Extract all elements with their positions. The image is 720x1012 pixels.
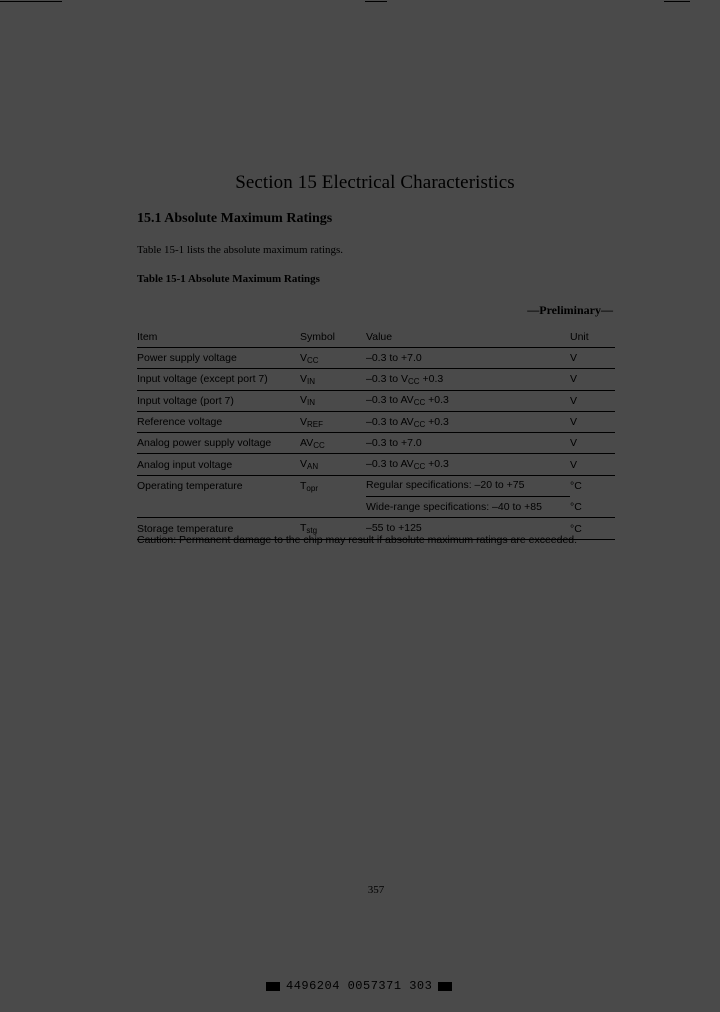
preliminary-label: —Preliminary— [527,303,613,317]
table-row [137,348,615,369]
cell-item: Operating temperature [137,480,243,493]
value-text: –55 to +125 [366,522,422,535]
cell-symbol [300,348,366,369]
value-text: Wide-range specifications: –40 to +85 [366,500,542,513]
cell-value [366,390,570,411]
symbol-main: V [300,458,308,471]
symbol-subscript: REF [307,419,324,429]
cell-value [366,454,570,475]
barcode-text: 4496204 0057371 303 [286,979,433,993]
table-caption: Table 15-1 Absolute Maximum Ratings [137,273,320,285]
symbol-subscript: CC [313,440,325,450]
symbol-subscript: CC [307,355,319,365]
value-text: –0.3 to AV [366,458,414,471]
symbol-main: V [300,372,308,385]
value-suffix: +0.3 [425,458,449,471]
cell-unit: V [570,454,615,475]
cell-unit: °C [570,497,615,518]
cell-value [366,433,570,454]
symbol-subscript: AN [307,462,319,472]
cell-unit: V [570,348,615,369]
cell-value [366,475,570,496]
scan-mark [0,1,62,2]
caution-note: Caution: Permanent damage to the chip may result if absolute maximum ratings are exceeded. [137,534,578,546]
cell-item: Power supply voltage [137,348,300,369]
cell-unit: V [570,433,615,454]
cell-symbol [300,454,366,475]
value-subscript: CC [408,376,420,386]
cell-item: Input voltage (port 7) [137,390,300,411]
subsection-title: 15.1 Absolute Maximum Ratings [137,211,333,226]
table-row [137,454,615,475]
value-text: –0.3 to +7.0 [366,436,422,449]
value-suffix: +0.3 [425,415,449,428]
value-text: Regular specifications: –20 to +75 [366,479,525,492]
ratings-table [137,326,615,540]
cell-unit: °C [570,518,615,539]
cell-unit: V [570,390,615,411]
page-number: 357 [367,884,385,896]
header-item: Item [137,326,300,348]
cell-unit: °C [570,480,582,493]
value-text: –0.3 to AV [366,415,414,428]
cell-symbol [300,475,366,496]
cell-unit: V [570,411,615,432]
header-value: Value [366,326,570,348]
table-row [137,433,615,454]
cell-value [366,348,570,369]
barcode [266,979,452,993]
section-title: Section 15 Electrical Characteristics [235,172,515,193]
barcode-block [438,982,452,991]
cell-item: Analog power supply voltage [137,433,300,454]
cell-symbol [300,433,366,454]
symbol-main: T [300,479,307,492]
table-header-row [137,326,615,348]
value-subscript: CC [413,419,426,429]
cell-item: Input voltage (except port 7) [137,369,300,390]
symbol-subscript: IN [307,376,316,386]
cell-symbol [300,369,366,390]
scan-mark [365,1,387,2]
cell-symbol [300,411,366,432]
table-row [137,390,615,411]
symbol-main: T [300,522,307,535]
symbol-subscript: stg [306,526,318,536]
cell-value [366,411,570,432]
symbol-main: V [300,351,308,364]
cell-unit: V [570,369,615,390]
value-subscript: CC [413,398,426,408]
cell-value [366,497,570,518]
header-unit: Unit [570,326,615,348]
table-row [137,475,615,496]
symbol-subscript: IN [307,398,316,408]
cell-value [366,369,570,390]
cell-item [137,497,300,518]
intro-paragraph: Table 15-1 lists the absolute maximum ratings. [137,244,344,256]
symbol-main: V [300,394,308,407]
barcode-block [266,982,280,991]
cell-symbol [300,390,366,411]
value-suffix: +0.3 [425,394,449,407]
header-symbol: Symbol [300,326,366,348]
cell-item: Storage temperature [137,518,300,539]
scan-mark [664,1,690,2]
cell-item: Analog input voltage [137,454,300,475]
table-row [137,369,615,390]
value-subscript: CC [413,462,426,472]
table-row [137,411,615,432]
value-text: –0.3 to V [366,372,409,385]
value-text: –0.3 to +7.0 [366,351,422,364]
cell-symbol [300,497,366,518]
value-text: –0.3 to AV [366,394,414,407]
symbol-main: V [300,415,308,428]
table-body [137,348,615,540]
value-suffix: +0.3 [419,372,444,385]
symbol-subscript: opr [306,483,318,493]
table-row [137,497,615,518]
symbol-main: AV [300,436,314,449]
cell-item: Reference voltage [137,411,300,432]
